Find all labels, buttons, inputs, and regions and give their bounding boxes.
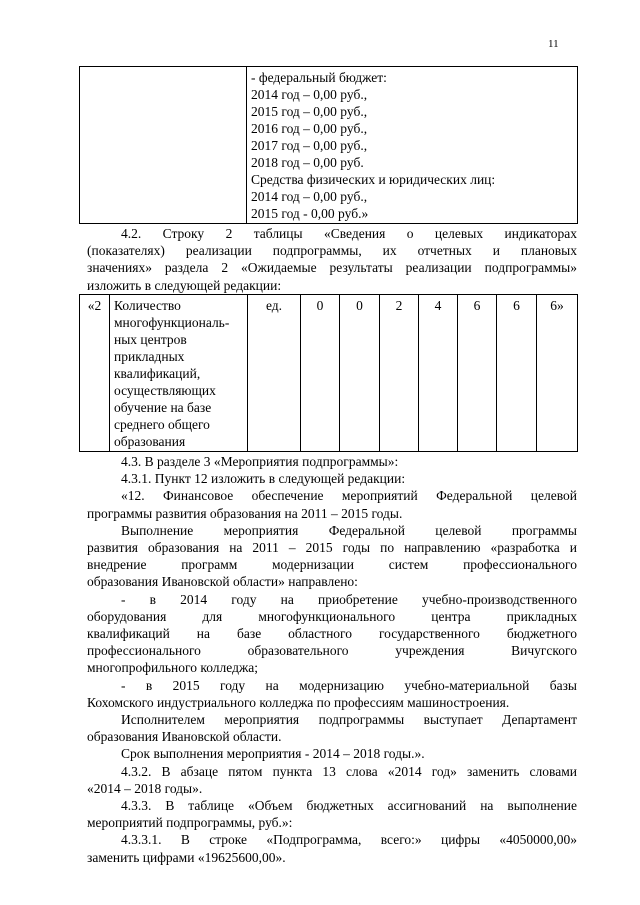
indicator-name-line: образования <box>114 434 186 449</box>
value-cell: 0 <box>340 295 380 452</box>
unit-cell: ед. <box>248 295 301 452</box>
body-line: Исполнителем мероприятия подпрограммы выступает Департамент <box>121 712 577 728</box>
indicator-table <box>79 294 578 452</box>
paragraph-line: (показателях) реализации подпрограммы, их отчетных и плановых <box>87 243 577 259</box>
body-line: «12. Финансовое обеспечение мероприятий Федеральной целевой <box>121 488 577 504</box>
indicator-name-line: обучение на базе <box>114 400 212 415</box>
value-cell: 6 <box>458 295 497 452</box>
body-line: 4.3.3.1. В строке «Подпрограмма, всего:» цифры «4050000,00» <box>121 832 577 848</box>
body-line: квалификаций на базе областного государственного бюджетного <box>87 626 577 642</box>
indicator-name-cell <box>110 295 248 452</box>
body-line: заменить цифрами «19625600,00». <box>87 849 286 865</box>
body-line: оборудования для многофункционального центра прикладных <box>87 608 577 624</box>
body-line: «2014 – 2018 годы». <box>87 780 203 796</box>
paragraph-line: 4.2. Строку 2 таблицы «Сведения о целевых индикаторах <box>121 226 577 241</box>
body-line: - в 2015 году на модернизацию учебно-материальной базы <box>121 677 577 693</box>
body-line: развития образования на 2011 – 2015 годы по направлению «разработка и <box>87 540 577 556</box>
table-row <box>80 295 578 452</box>
value-cell: 4 <box>419 295 458 452</box>
body-line: - в 2014 году на приобретение учебно-производственного <box>121 591 577 607</box>
value-cell: 6» <box>537 295 578 452</box>
funding-table-empty-cell <box>80 67 247 224</box>
funding-line: 2017 год – 0,00 руб., <box>251 138 368 153</box>
indicator-name-line: квалификаций, <box>114 366 201 381</box>
body-line: Выполнение мероприятия Федеральной целевой программы <box>121 522 577 538</box>
indicator-name-line: среднего общего <box>114 417 210 432</box>
body-line: 4.3.2. В абзаце пятом пункта 13 слова «2014 год» заменить словами <box>121 763 577 779</box>
indicator-name-line: многофункциональ- <box>114 315 230 330</box>
row-number-cell: «2 <box>80 295 110 452</box>
value-cell: 0 <box>301 295 340 452</box>
body-line: мероприятий подпрограммы, руб.»: <box>87 815 293 831</box>
funding-line: 2014 год – 0,00 руб., <box>251 189 368 204</box>
value-cell: 2 <box>380 295 419 452</box>
funding-line: 2018 год – 0,00 руб. <box>251 155 364 170</box>
funding-line: 2014 год – 0,00 руб., <box>251 87 368 102</box>
page-number: 11 <box>548 38 559 50</box>
funding-table-text-cell <box>247 67 578 224</box>
body-line: профессионального образовательного учреждения Вичугского <box>87 643 577 659</box>
paragraph-line: значениях» раздела 2 «Ожидаемые результаты реализации подпрограммы» <box>87 260 577 276</box>
funding-line: - федеральный бюджет: <box>251 70 387 85</box>
indicator-name-line: Количество <box>114 298 181 313</box>
value-cell: 6 <box>497 295 537 452</box>
funding-table <box>79 66 578 224</box>
indicator-name-line: осуществляющих <box>114 383 216 398</box>
body-line: многопрофильного колледжа; <box>87 660 259 676</box>
body-line: внедрение программ модернизации систем профессионального <box>87 557 577 573</box>
indicator-name-line: прикладных <box>114 349 185 364</box>
funding-line: 2015 год – 0,00 руб., <box>251 104 368 119</box>
body-line: Срок выполнения мероприятия - 2014 – 2018 годы.». <box>121 746 425 762</box>
funding-line: Средства физических и юридических лиц: <box>251 172 496 187</box>
paragraph-4-2 <box>87 225 577 294</box>
indicator-name-line: ных центров <box>114 332 187 347</box>
body-line: 4.3.1. Пункт 12 изложить в следующей редакции: <box>121 471 406 487</box>
body-line: 4.3.3. В таблице «Объем бюджетных ассигнований на выполнение <box>121 798 577 814</box>
body-line: образования Ивановской области» направлено: <box>87 574 358 590</box>
body-line: Кохомского индустриального колледжа по профессиям машиностроения. <box>87 694 510 710</box>
funding-line: 2016 год – 0,00 руб., <box>251 121 368 136</box>
paragraph-line: изложить в следующей редакции: <box>87 277 282 293</box>
body-line: 4.3. В разделе 3 «Мероприятия подпрограммы»: <box>121 454 399 469</box>
body-line: образования Ивановской области. <box>87 729 282 745</box>
section-4-3-body <box>87 453 577 866</box>
body-line: программы развития образования на 2011 – 2015 годы. <box>87 505 403 521</box>
funding-line: 2015 год - 0,00 руб.» <box>251 206 369 221</box>
